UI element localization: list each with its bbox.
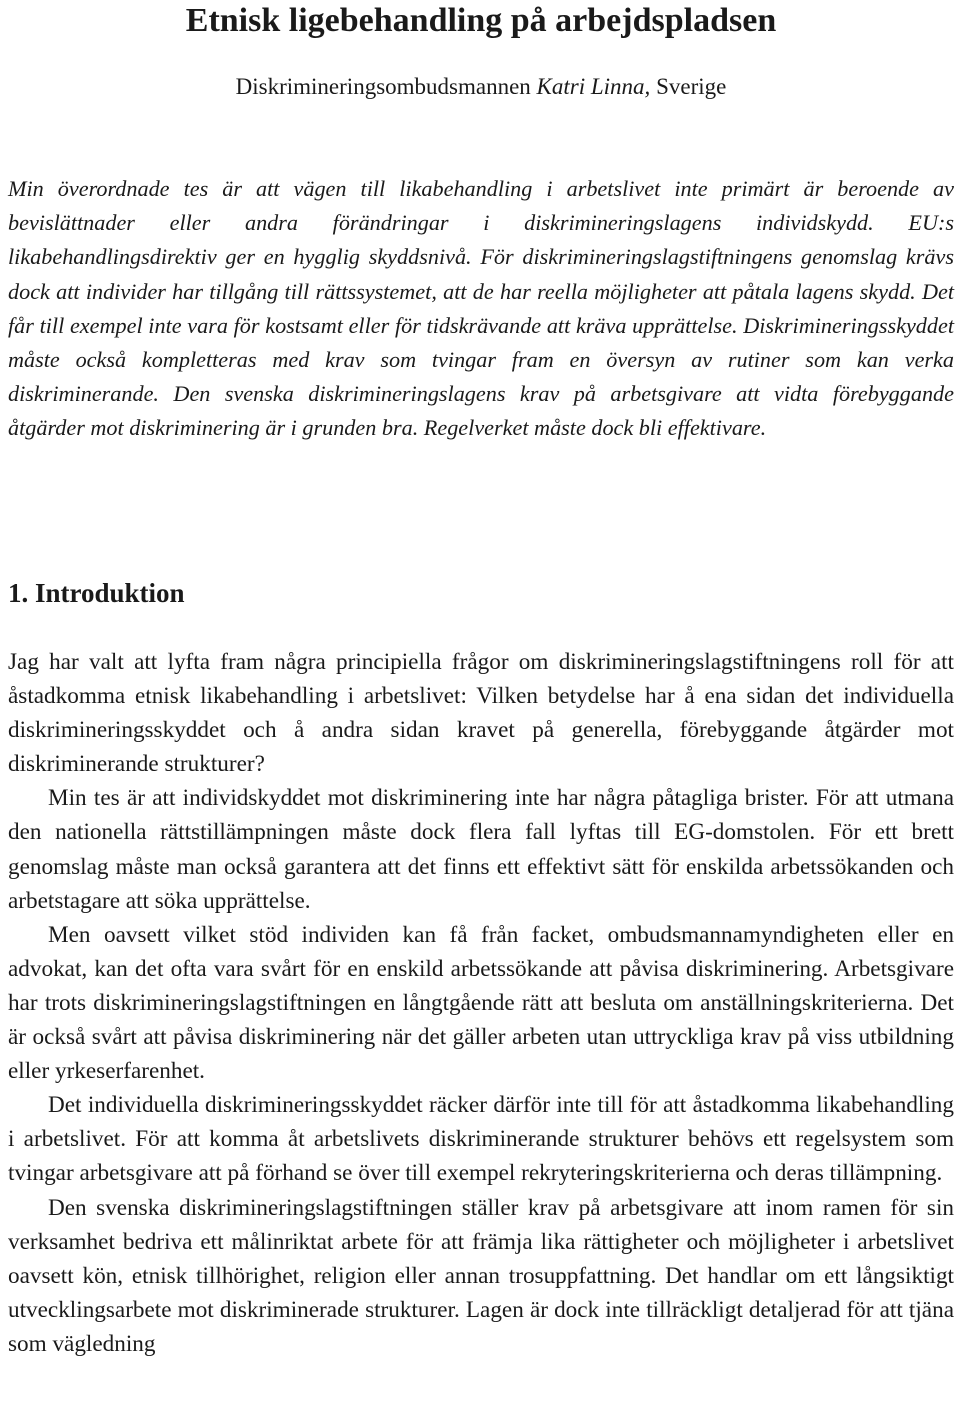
paragraph-4: Det individuella diskrimineringsskyddet räcker därför inte till för att åstadkomma likabehandling i arbetslivet. För att komma åt arbetslivets diskriminerande strukturer behövs ett regelsystem som tvingar arbetsgivare att på förhand se över till exempel rekryteringskriterierna och deras tillämpning. bbox=[8, 1092, 954, 1187]
document-title: Etnisk ligebehandling på arbejdspladsen bbox=[185, 2, 777, 39]
paragraph-3: Men oavsett vilket stöd individen kan få från facket, ombudsmannamyndigheten eller en advokat, kan det ofta vara svårt för en enskild arbetssökande att påvisa diskriminering. Arbetsgivare har trots diskrimineringslagstiftningen en långtgående rätt att besluta om anställningskriterierna. Det är också svårt att påvisa diskriminering när det gäller arbeten utan uttryckliga krav på viss utbildning eller yrkeserfarenhet. bbox=[8, 921, 954, 1085]
author-name: Katri Linna, bbox=[536, 74, 651, 99]
author-suffix: Sverige bbox=[650, 74, 727, 99]
author-prefix: Diskrimineringsombudsmannen bbox=[235, 74, 537, 99]
author-line bbox=[8, 72, 954, 102]
section-heading: 1. Introduktion bbox=[8, 578, 185, 608]
paragraph-1: Jag har valt att lyfta fram några principiella frågor om diskrimineringslagstiftningens roll för att åstadkomma etnisk likabehandling i arbetslivet: Vilken betydelse har å ena sidan det individuella diskrimineringsskyddet och å andra sidan kravet på generella, förebyggande åtgärder mot diskriminerande strukturer? bbox=[8, 649, 954, 778]
abstract: Min överordnade tes är att vägen till likabehandling i arbetslivet inte primärt är beroende av bevislättnader eller andra förändringar i diskrimineringslagens individskydd. EU:s likabehandlingsdirektiv ger en hygglig skyddsnivå. För diskrimineringslagstiftningens genomslag krävs dock att individer har tillgång till rättssystemet, att de har reella möjligheter att påtala lagens skydd. Det får till exempel inte vara för kostsamt eller för tidskrävande att kräva upprättelse. Diskrimineringsskyddet måste också kompletteras med krav som tvingar fram en översyn av rutiner som kan verka diskriminerande. Den svenska diskrimineringslagens krav på arbetsgivare att vidta förebyggande åtgärder mot diskriminering är i grunden bra. Regelverket måste dock bli effektivare. bbox=[8, 176, 954, 441]
paragraph-5: Den svenska diskrimineringslagstiftningen ställer krav på arbetsgivare att inom ramen för sin verksamhet bedriva ett målinriktat arbete för att främja lika rättigheter och möjligheter i arbetslivet oavsett kön, etnisk tillhörighet, religion eller annan trosuppfattning. Det handlar om ett långsiktigt utvecklingsarbete mot diskriminerade strukturer. Lagen är dock inte tillräckligt detaljerad för att tjäna som vägledning bbox=[8, 1194, 954, 1357]
paragraph-2: Min tes är att individskyddet mot diskriminering inte har några påtagliga brister. För att utmana den nationella rättstillämpningen måste dock flera fall lyftas till EG-domstolen. För ett brett genomslag måste man också garantera att det finns ett effektivt sätt för enskilda arbetssökanden och arbetstagare att söka upprättelse. bbox=[8, 785, 954, 914]
body-text bbox=[8, 645, 954, 1361]
